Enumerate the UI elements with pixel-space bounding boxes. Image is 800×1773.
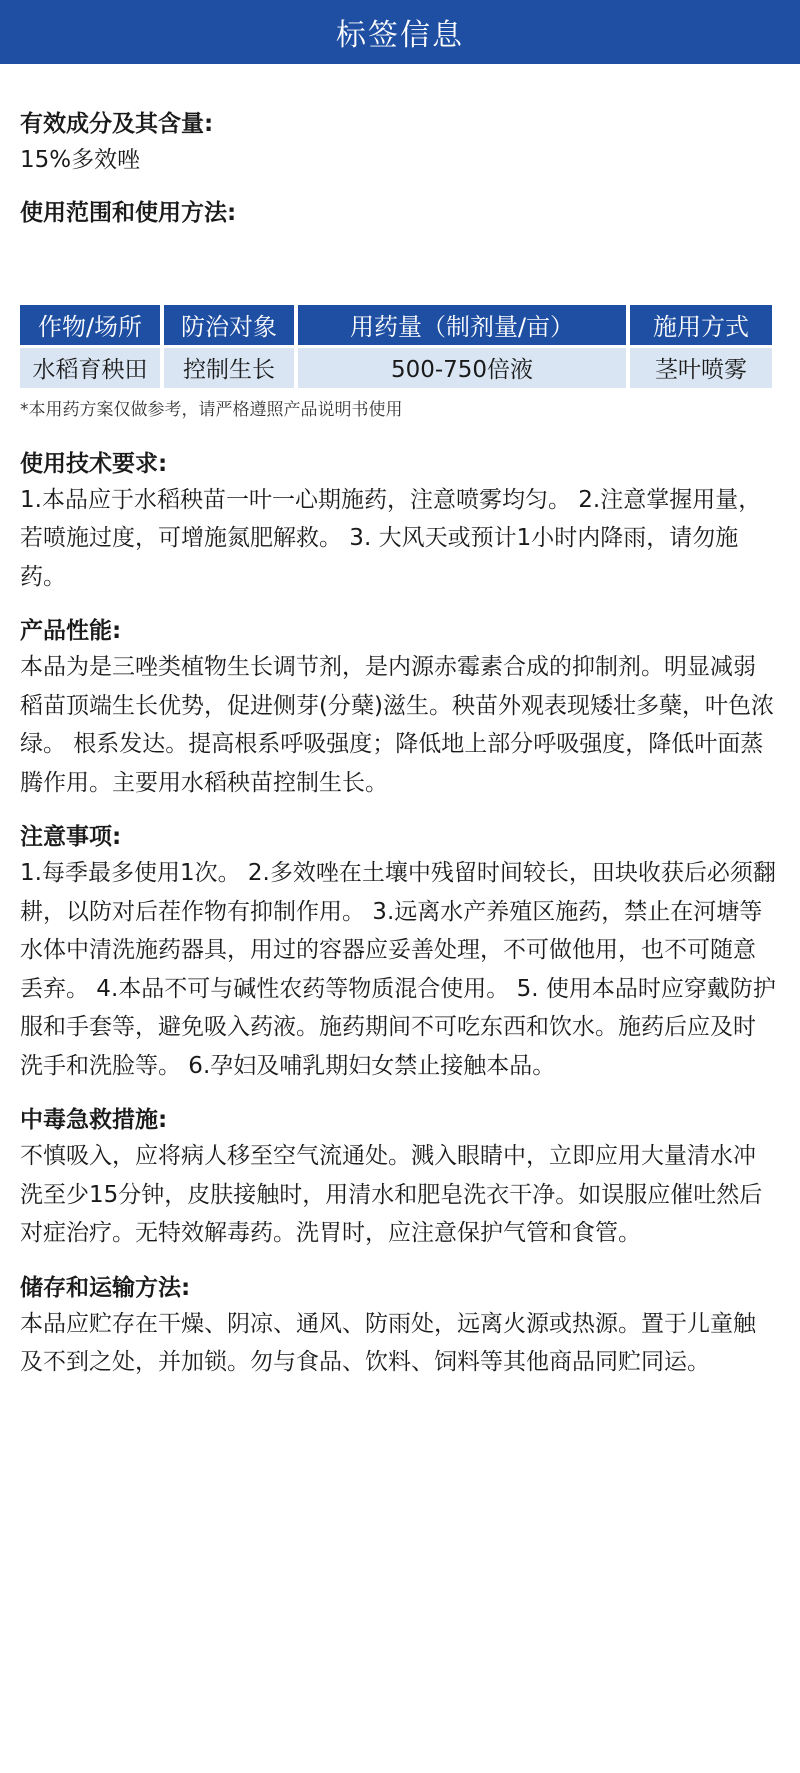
usage-table-header-row [20,305,772,345]
label-content [0,107,800,1382]
cell-crop: 水稻育秧田 [20,348,160,388]
header-target: 防治对象 [164,305,294,345]
usage-table [16,302,776,391]
page-title: 标签信息 [336,18,464,53]
header-dosage: 用药量（制剂量/亩） [298,305,626,345]
cell-method: 茎叶喷雾 [630,348,772,388]
notes-section [20,820,778,1085]
firstaid-body: 不慎吸入，应将病人移至空气流通处。溅入眼睛中，立即应用大量清水冲洗至少15分钟，皮肤接触时，用清水和肥皂洗衣干净。如误服应催吐然后对症治疗。无特效解毒药。洗胃时，应注意保护气管和食管。 [20,1143,763,1246]
cell-target: 控制生长 [164,348,294,388]
page-header [0,0,800,64]
tech-title: 使用技术要求: [20,450,168,477]
cell-dosage: 500-750倍液 [298,348,626,388]
ingredient-value: 15%多效唑 [20,147,141,173]
notes-body: 1.每季最多使用1次。 2.多效唑在土壤中残留时间较长，田块收获后必须翻耕，以防对后茬作物有抑制作用。 3.远离水产养殖区施药，禁止在河塘等水体中清洗施药器具，用过的容器应妥善处理，不可做他用，也不可随意丢弃。 4.本品不可与碱性农药等物质混合使用。 5. 使用本品时应穿戴防护服和手套等，避免吸入药液。施药期间不可吃东西和饮水。施药后应及时洗手和洗脸等。 6.孕妇及哺乳期妇女禁止接触本品。 [20,860,776,1079]
tech-body: 1.本品应于水稻秧苗一叶一心期施药，注意喷雾均匀。 2.注意掌握用量，若喷施过度，可增施氮肥解救。 3. 大风天或预计1小时内降雨，请勿施药。 [20,486,762,590]
performance-section [20,614,778,802]
header-method: 施用方式 [630,305,772,345]
tech-section [20,447,778,597]
header-crop: 作物/场所 [20,305,160,345]
firstaid-title: 中毒急救措施: [20,1107,168,1133]
ingredient-section [20,107,778,180]
usage-section [20,196,778,423]
usage-title: 使用范围和使用方法: [20,199,237,226]
storage-title: 储存和运输方法: [20,1274,191,1301]
storage-body: 本品应贮存在干燥、阴凉、通风、防雨处，远离火源或热源。置于儿童触及不到之处，并加锁。勿与食品、饮料、饲料等其他商品同贮同运。 [20,1310,756,1375]
performance-body: 本品为是三唑类植物生长调节剂，是内源赤霉素合成的抑制剂。明显减弱稻苗顶端生长优势，促进侧芽(分蘖)滋生。秧苗外观表现矮壮多蘖，叶色浓绿。 根系发达。提高根系呼吸强度；降低地上部分呼吸强度，降低叶面蒸腾作用。主要用水稻秧苗控制生长。 [20,654,774,796]
usage-footnote: *本用药方案仅做参考，请严格遵照产品说明书使用 [20,399,403,420]
table-row [20,348,772,388]
notes-title: 注意事项: [20,824,122,850]
performance-title: 产品性能: [20,618,122,644]
usage-table-wrap [20,302,778,391]
firstaid-section [20,1103,778,1253]
storage-section [20,1271,778,1382]
ingredient-title: 有效成分及其含量: [20,111,214,137]
